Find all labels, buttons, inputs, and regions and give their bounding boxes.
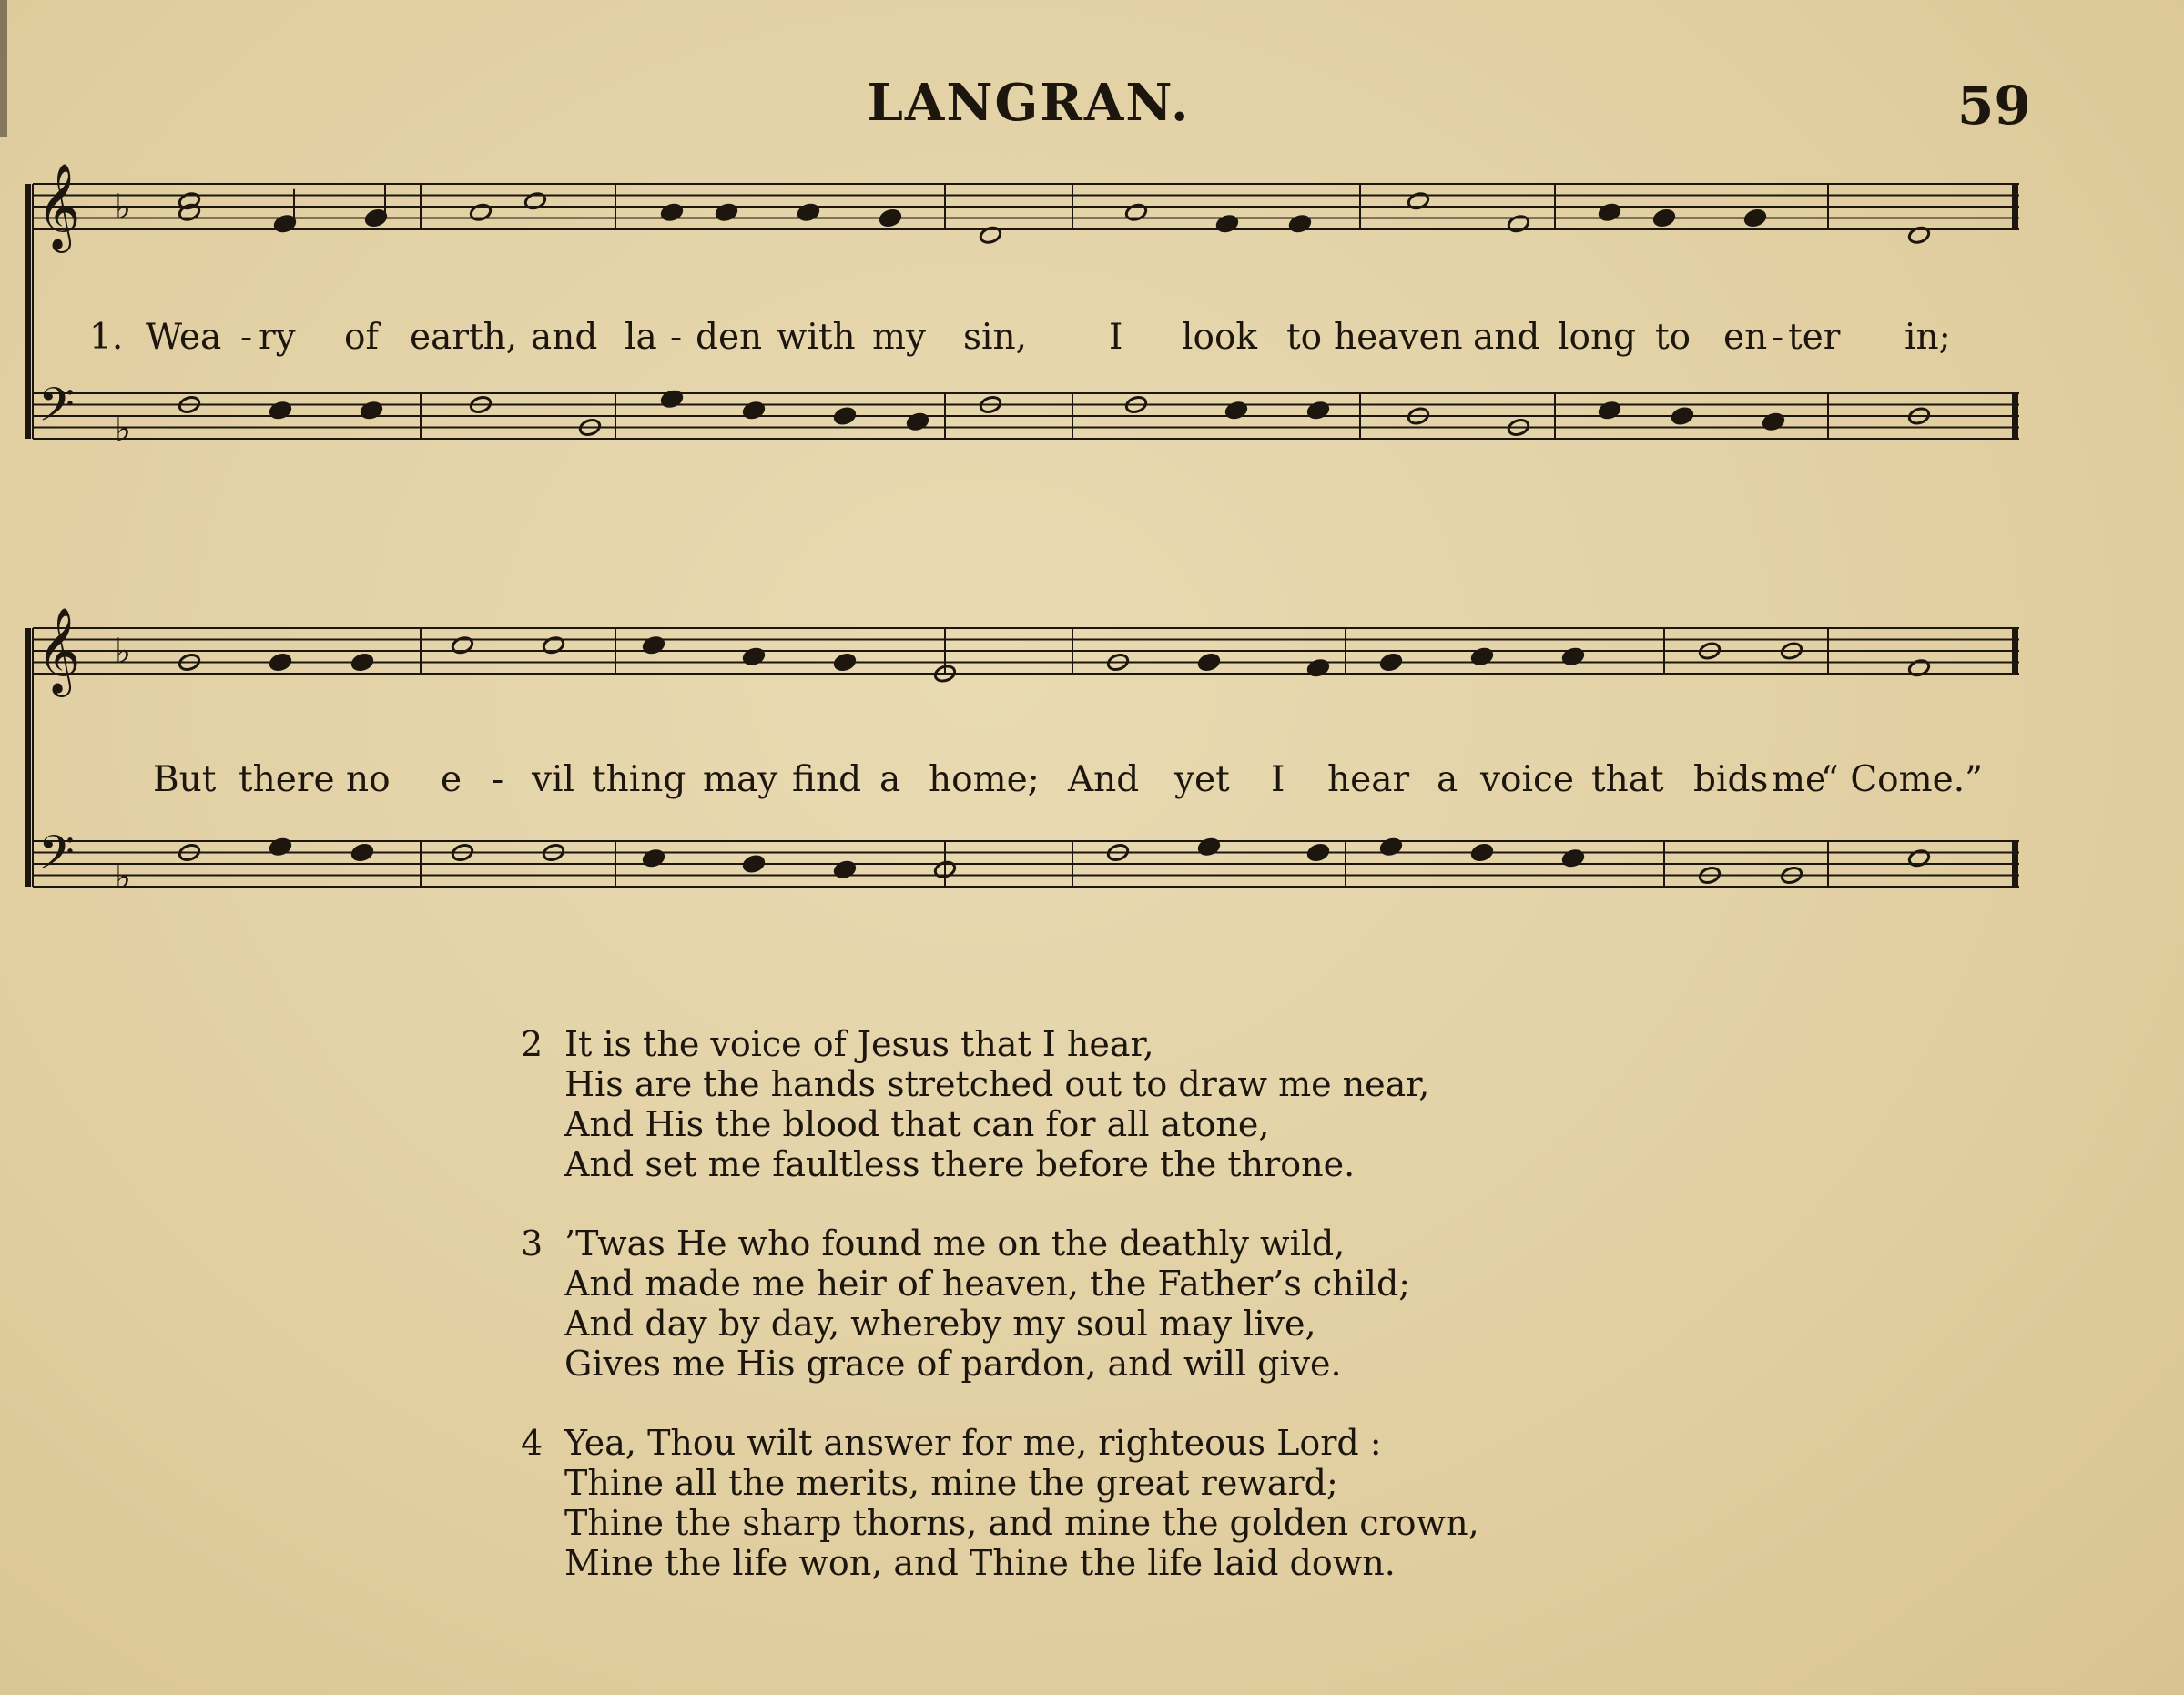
lyric-syllable: and — [531, 317, 598, 358]
lyric-syllable: en — [1723, 317, 1768, 358]
verse-line — [521, 1223, 1479, 1264]
lyric-syllable: “ Come.” — [1821, 759, 1984, 800]
lyric-syllable: But — [153, 759, 217, 800]
lyric-syllable: - — [240, 317, 253, 358]
lyric-syllable: of — [344, 317, 379, 358]
verse-number: 4 — [521, 1423, 543, 1463]
lyric-syllable: And — [1068, 759, 1140, 800]
verse-line: His are the hands stretched out to draw me near, — [564, 1064, 1430, 1104]
lyric-syllable: in; — [1905, 317, 1951, 358]
lyric-syllable: no — [346, 759, 391, 800]
lyric-syllable: a — [879, 759, 901, 800]
lyric-syllable: ry — [259, 317, 296, 358]
lyric-syllable: - — [670, 317, 683, 358]
verse-line: Thine all the merits, mine the great reward; — [564, 1463, 1338, 1503]
lyrics-line-1 — [25, 164, 2028, 510]
lyric-syllable: ter — [1788, 317, 1841, 358]
verse-line: And set me faultless there before the throne. — [564, 1144, 1356, 1184]
lyric-syllable: bids — [1693, 759, 1769, 800]
lyric-syllable: la — [625, 317, 657, 358]
verse-line: Mine the life won, and Thine the life laid down. — [564, 1543, 1396, 1583]
lyric-syllable: find — [792, 759, 862, 800]
bass-clef: 𝄢 — [38, 825, 75, 891]
lyric-syllable: long — [1558, 317, 1637, 358]
lyric-syllable: heaven — [1334, 317, 1463, 358]
verse-line — [521, 1423, 1479, 1463]
verse-line — [521, 1024, 1479, 1064]
lyric-syllable: my — [872, 317, 927, 358]
lyric-syllable: vil — [532, 759, 574, 800]
music-system-2 — [25, 608, 2028, 965]
lyric-syllable: there — [239, 759, 335, 800]
lyric-syllable: 1. — [89, 317, 124, 358]
lyric-syllable: thing — [592, 759, 686, 800]
verse-line: Gives me His grace of pardon, and will give. — [564, 1344, 1342, 1384]
lyric-syllable: may — [703, 759, 778, 800]
key-signature-flat: ♭ — [115, 631, 131, 671]
verse-text: Yea, Thou wilt answer for me, righteous Lord : — [564, 1423, 1382, 1463]
verse-text: It is the voice of Jesus that I hear, — [564, 1024, 1154, 1064]
lyric-syllable: with — [777, 317, 856, 358]
lyric-syllable: - — [492, 759, 504, 800]
verse-3 — [521, 1223, 1479, 1384]
lyric-syllable: den — [696, 317, 763, 358]
page-number: 59 — [1957, 75, 2031, 137]
lyric-syllable: a — [1437, 759, 1458, 800]
verse-line: Thine the sharp thorns, and mine the golden crown, — [564, 1503, 1479, 1543]
lyric-syllable: sin, — [963, 317, 1028, 358]
lyric-syllable: earth, — [410, 317, 518, 358]
key-signature-flat: ♭ — [115, 409, 131, 449]
lyric-syllable: voice — [1480, 759, 1574, 800]
bass-clef: 𝄢 — [38, 377, 75, 443]
lyric-syllable: - — [1772, 317, 1784, 358]
lyric-syllable: look — [1182, 317, 1258, 358]
verse-line: And His the blood that can for all atone, — [564, 1104, 1270, 1144]
key-signature-flat: ♭ — [115, 857, 131, 897]
hymn-title: LANGRAN. — [867, 73, 1191, 133]
additional-verses — [521, 1024, 1479, 1622]
verse-number: 3 — [521, 1223, 543, 1264]
lyric-syllable: that — [1591, 759, 1664, 800]
lyric-syllable: yet — [1174, 759, 1230, 800]
verse-4 — [521, 1423, 1479, 1583]
lyric-syllable: I — [1109, 317, 1123, 358]
treble-clef: 𝄞 — [36, 164, 81, 249]
lyric-syllable: to — [1655, 317, 1691, 358]
verse-line: And day by day, whereby my soul may live, — [564, 1304, 1316, 1344]
lyric-syllable: Wea — [146, 317, 222, 358]
lyric-syllable: to — [1286, 317, 1323, 358]
lyric-syllable: hear — [1327, 759, 1410, 800]
lyric-syllable: and — [1473, 317, 1540, 358]
treble-clef: 𝄞 — [36, 608, 81, 694]
lyric-syllable: me — [1772, 759, 1827, 800]
lyrics-line-2 — [25, 608, 2028, 965]
music-system-1 — [25, 164, 2028, 510]
lyric-syllable: home; — [929, 759, 1040, 800]
verse-text: ’Twas He who found me on the deathly wild, — [564, 1223, 1346, 1264]
verse-line: And made me heir of heaven, the Father’s child; — [564, 1264, 1411, 1304]
key-signature-flat: ♭ — [115, 187, 131, 227]
lyric-syllable: e — [441, 759, 462, 800]
verse-number: 2 — [521, 1024, 543, 1064]
verse-2 — [521, 1024, 1479, 1184]
lyric-syllable: I — [1271, 759, 1285, 800]
